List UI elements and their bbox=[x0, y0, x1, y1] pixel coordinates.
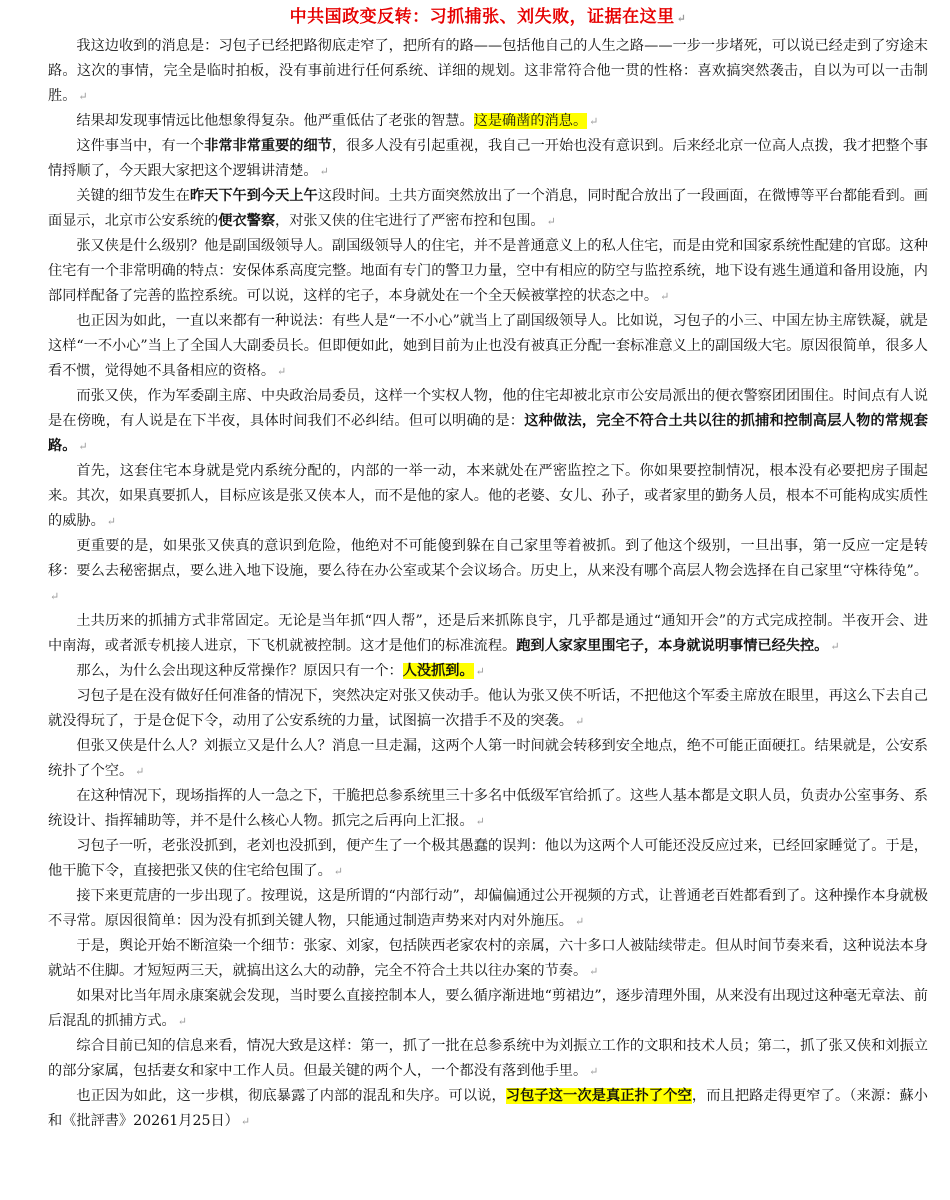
bold-text: 这种做法，完全不符合土共以往的抓捕和控制高层人物的常规套路。 bbox=[48, 413, 928, 454]
paragraph-text: 关键的细节发生在 bbox=[76, 188, 190, 204]
bold-text: 跑到人家家里围宅子，本身就说明事情已经失控。 bbox=[516, 638, 829, 654]
paragraph-text: 如果对比当年周永康案就会发现，当时要么直接控制本人，要么循序渐进地“剪裙边”，逐步清理外围，从来没有出现过这种毫无章法、前后混乱的抓捕方式。 bbox=[48, 988, 928, 1029]
paragraph-mark-icon: ↵ bbox=[106, 515, 116, 528]
paragraph bbox=[48, 109, 928, 134]
paragraph-mark-icon: ↵ bbox=[78, 90, 88, 103]
paragraph-mark-icon: ↵ bbox=[135, 765, 145, 778]
paragraph-text: 土共历来的抓捕方式非常固定。无论是当年抓“四人帮”，还是后来抓陈良宇，几乎都是通过“通知开会”的方式完成控制。半夜开会、进中南海，或者派专机接人进京，下飞机就被控制。这才是他们的标准流程。 bbox=[48, 613, 928, 654]
paragraph-text: 接下来更荒唐的一步出现了。按理说，这是所谓的“内部行动”，却偏偏通过公开视频的方式，让普通老百姓都看到了。这种操作本身就极不寻常。原因很简单：因为没有抓到关键人物，只能通过制造声势来对内对外施压。 bbox=[48, 888, 928, 929]
bold-text: 昨天下午到今天上午 bbox=[189, 188, 318, 204]
paragraph-text: 在这种情况下，现场指挥的人一急之下，干脆把总参系统里三十多名中低级军官给抓了。这些人基本都是文职人员，负责办公室事务、系统设计、指挥辅助等，并不是什么核心人物。抓完之后再向上汇报。 bbox=[48, 788, 928, 829]
paragraph bbox=[48, 1084, 928, 1134]
paragraph bbox=[48, 884, 928, 934]
paragraph-text: 习包子是在没有做好任何准备的情况下，突然决定对张又侠动手。他认为张又侠不听话，不把他这个军委主席放在眼里，再这么下去自己就没得玩了，于是仓促下令，动用了公安系统的力量，试图搞一次措手不及的突袭。 bbox=[48, 688, 928, 729]
paragraph bbox=[48, 459, 928, 534]
paragraph bbox=[48, 534, 928, 609]
paragraph-mark-icon: ↵ bbox=[660, 290, 670, 303]
paragraph-mark-icon: ↵ bbox=[50, 590, 60, 603]
paragraph-mark-icon: ↵ bbox=[240, 1115, 251, 1128]
paragraph bbox=[48, 984, 928, 1034]
document-title bbox=[48, 6, 928, 30]
paragraph-text: 于是，舆论开始不断渲染一个细节：张家、刘家，包括陕西老家农村的亲属，六十多口人被陆续带走。但从时间节奏来看，这种说法本身就站不住脚。才短短两三天，就搞出这么大的动静，完全不符合土共以往办案的节奏。 bbox=[48, 938, 928, 979]
paragraph-text: 也正因为如此，一直以来都有一种说法：有些人是“一不小心”就当上了副国级领导人。比如说，习包子的小三、中国左协主席铁凝，就是这样“一不小心”当上了全国人大副委员长。但即便如此，她到目前为止也没有被真正分配一套标准意义上的副国级大宅。原因很简单，很多人看不惯，觉得她不具备相应的资格。 bbox=[48, 313, 928, 379]
bold-text: 非常非常重要的细节 bbox=[204, 138, 332, 154]
paragraph-text: 而张又侠，作为军委副主席、中央政治局委员，这样一个实权人物，他的住宅却被北京市公安局派出的便衣警察团团围住。时间点有人说是在傍晚，有人说是在下半夜，具体时间我们不必纠结。但可以明确的是： bbox=[48, 388, 928, 429]
paragraph-mark-icon: ↵ bbox=[333, 865, 343, 878]
paragraph-mark-icon: ↵ bbox=[475, 815, 485, 828]
paragraph bbox=[48, 684, 928, 734]
paragraph bbox=[48, 609, 928, 659]
paragraph-text: 张又侠是什么级别？他是副国级领导人。副国级领导人的住宅，并不是普通意义上的私人住宅，而是由党和国家系统性配建的官邸。这种住宅有一个非常明确的特点：安保体系高度完整。地面有专门的警卫力量，空中有相应的防空与监控系统，地下设有逃生通道和备用设施，内部同样配备了完善的监控系统。可以说，这样的宅子，本身就处在一个全天候被掌控的状态之中。 bbox=[48, 238, 928, 304]
paragraph bbox=[48, 34, 928, 109]
paragraph bbox=[48, 734, 928, 784]
highlighted-text: 习包子这一次是真正扑了个空 bbox=[505, 1088, 692, 1104]
paragraph-text: 这段时间。土共方面突然放出了一个消息，同时配合放出了一段画面，在微博等平台都能看到。画面显示，北京市公安系统的 bbox=[48, 188, 928, 229]
paragraph-text: 那么，为什么会出现这种反常操作？原因只有一个： bbox=[76, 663, 403, 679]
paragraph-text: ，而且把路走得更窄了。（来源：蘇小和《批評書》20261月25日） bbox=[48, 1088, 928, 1129]
paragraph bbox=[48, 184, 928, 234]
paragraph bbox=[48, 384, 928, 459]
paragraph bbox=[48, 1034, 928, 1084]
paragraph bbox=[48, 784, 928, 834]
paragraph bbox=[48, 134, 928, 184]
paragraph-text: 我这边收到的消息是：习包子已经把路彻底走窄了，把所有的路——包括他自己的人生之路——一步一步堵死，可以说已经走到了穷途末路。这次的事情，完全是临时拍板，没有事前进行任何系统、详细的规划。这非常符合他一贯的性格：喜欢搞突然袭击，自以为可以一击制胜。 bbox=[48, 38, 928, 104]
paragraph-mark-icon: ↵ bbox=[676, 12, 687, 25]
paragraph-mark-icon: ↵ bbox=[589, 115, 599, 128]
paragraph-mark-icon: ↵ bbox=[475, 665, 485, 678]
paragraph-text: ，对张又侠的住宅进行了严密布控和包围。 bbox=[275, 213, 545, 229]
paragraph-text: 结果却发现事情远比他想象得复杂。他严重低估了老张的智慧。 bbox=[76, 113, 474, 129]
paragraph-mark-icon: ↵ bbox=[589, 1065, 599, 1078]
paragraph bbox=[48, 234, 928, 309]
paragraph-text: 也正因为如此，这一步棋，彻底暴露了内部的混乱和失序。可以说， bbox=[76, 1088, 506, 1104]
highlighted-text: 人没抓到。 bbox=[402, 663, 474, 679]
paragraph-text: 习包子一听，老张没抓到，老刘也没抓到，便产生了一个极其愚蠢的误判：他以为这两个人可能还没反应过来，已经回家睡觉了。于是，他干脆下令，直接把张又侠的住宅给包围了。 bbox=[48, 838, 928, 879]
paragraph bbox=[48, 834, 928, 884]
paragraph-text: 这件事当中，有一个 bbox=[76, 138, 205, 154]
paragraph-text: 综合目前已知的信息来看，情况大致是这样：第一，抓了一批在总参系统中为刘振立工作的文职和技术人员；第二，抓了张又侠和刘振立的部分家属，包括妻女和家中工作人员。但最关键的两个人，一个都没有落到他手里。 bbox=[48, 1038, 928, 1079]
title-text: 中共国政变反转：习抓捕张、刘失败，证据在这里 bbox=[289, 7, 675, 27]
paragraph-mark-icon: ↵ bbox=[546, 215, 556, 228]
highlighted-text: 这是确凿的消息。 bbox=[473, 113, 588, 129]
paragraph bbox=[48, 659, 928, 684]
paragraph-mark-icon: ↵ bbox=[574, 715, 585, 728]
paragraph bbox=[48, 309, 928, 384]
article-body bbox=[48, 34, 928, 1134]
bold-text: 便衣警察 bbox=[218, 213, 276, 229]
paragraph-text: 首先，这套住宅本身就是党内系统分配的，内部的一举一动，本来就处在严密监控之下。你如果要控制情况，根本没有必要把房子围起来。其次，如果真要抓人，目标应该是张又侠本人，而不是他的家人。他的老婆、女儿、孙子，或者家里的勤务人员，根本不可能构成实质性的威胁。 bbox=[48, 463, 928, 529]
paragraph-text: 但张又侠是什么人？刘振立又是什么人？消息一旦走漏，这两个人第一时间就会转移到安全地点，绝不可能正面硬扛。结果就是，公安系统扑了个空。 bbox=[48, 738, 928, 779]
paragraph-mark-icon: ↵ bbox=[319, 165, 329, 178]
paragraph-mark-icon: ↵ bbox=[177, 1015, 187, 1028]
paragraph-mark-icon: ↵ bbox=[830, 640, 840, 653]
paragraph-mark-icon: ↵ bbox=[78, 440, 88, 453]
paragraph-text: 更重要的是，如果张又侠真的意识到危险，他绝对不可能傻到躲在自己家里等着被抓。到了他这个级别，一旦出事，第一反应一定是转移：要么去秘密据点，要么进入地下设施，要么待在办公室或某个会议场合。历史上，从来没有哪个高层人物会选择在自己家里“守株待兔”。 bbox=[48, 538, 928, 579]
paragraph-mark-icon: ↵ bbox=[574, 915, 585, 928]
paragraph-mark-icon: ↵ bbox=[277, 365, 287, 378]
paragraph-text: ，很多人没有引起重视，我自己一开始也没有意识到。后来经北京一位高人点拨，我才把整个事情捋顺了，今天跟大家把这个逻辑讲清楚。 bbox=[48, 138, 928, 179]
paragraph-mark-icon: ↵ bbox=[589, 965, 599, 978]
paragraph bbox=[48, 934, 928, 984]
